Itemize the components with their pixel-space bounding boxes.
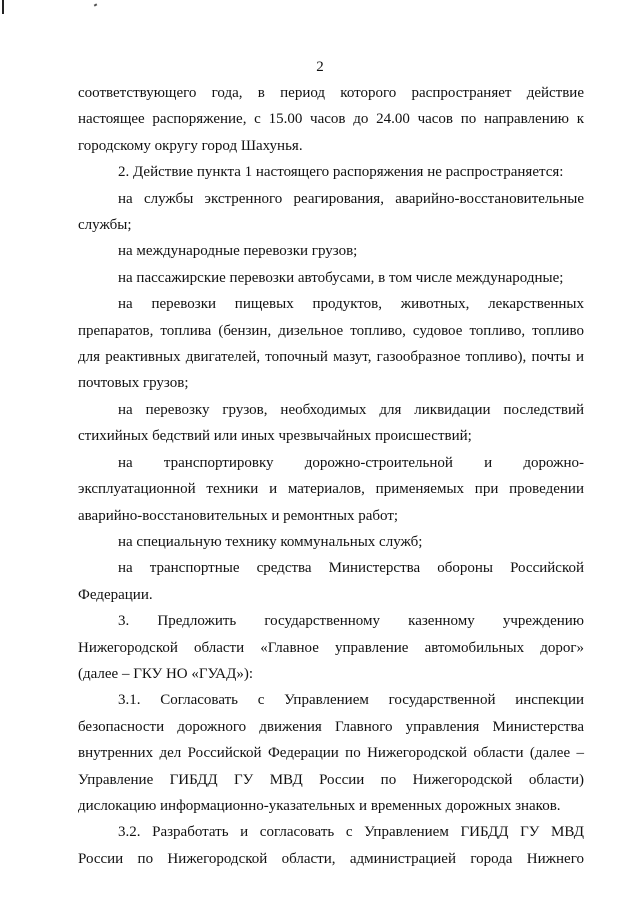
text-line: Управление ГИБДД ГУ МВД России по Нижегородской области) [78, 771, 584, 788]
paragraph-emergency-services [78, 186, 584, 239]
text-line: России по Нижегородской области, администрацией города Нижнего [78, 850, 584, 867]
text-line: дислокацию информационно-указательных и временных дорожных знаков. [78, 797, 561, 814]
text-line: 3.1. Согласовать с Управлением государственной инспекции [118, 692, 584, 709]
paragraph-item-3 [78, 608, 584, 687]
text-line: на транспортные средства Министерства обороны Российской [118, 560, 584, 577]
text-line: на службы экстренного реагирования, аварийно-восстановительные [118, 190, 584, 207]
document-body [78, 80, 584, 872]
paragraph-item-3-1 [78, 687, 584, 819]
text-line: (далее – ГКУ НО «ГУАД»): [78, 665, 254, 682]
text-line: на транспортировку дорожно-строительной и дорожно- [118, 454, 584, 471]
page-number: 2 [316, 59, 324, 75]
text-line: почтовых грузов; [78, 375, 189, 392]
text-line: эксплуатационной техники и материалов, применяемых при проведении [78, 481, 584, 498]
text-line: соответствующего года, в период которого распространяет действие [78, 85, 584, 101]
text-line: стихийных бедствий или иных чрезвычайных происшествий; [78, 428, 472, 445]
scan-speck-mark [94, 3, 98, 6]
text-line: Федерации. [78, 586, 153, 603]
text-line: службы; [78, 217, 132, 234]
paragraph-continuation [78, 80, 584, 159]
text-line: на перевозку грузов, необходимых для ликвидации последствий [118, 401, 584, 418]
text-line: Нижегородской области «Главное управление автомобильных дорог» [78, 639, 584, 656]
paragraph-road-equipment [78, 450, 584, 529]
text-line: безопасности дорожного движения Главного управления Министерства [78, 718, 584, 735]
scan-edge-mark [2, 0, 4, 14]
paragraph-communal-vehicles: на специальную технику коммунальных служб; [118, 533, 423, 550]
text-line: городскому округу город Шахунья. [78, 137, 303, 154]
paragraph-international-cargo: на международные перевозки грузов; [118, 243, 358, 260]
paragraph-item-2: 2. Действие пункта 1 настоящего распоряжения не распространяется: [118, 164, 564, 181]
paragraph-disaster-cargo [78, 397, 584, 450]
text-line: 3. Предложить государственному казенному учреждению [118, 613, 584, 630]
text-line: внутренних дел Российской Федерации по Нижегородской области (далее – [78, 745, 584, 762]
text-line: 3.2. Разработать и согласовать с Управлением ГИБДД ГУ МВД [118, 824, 584, 841]
paragraph-passenger-buses: на пассажирские перевозки автобусами, в том числе международные; [118, 269, 564, 286]
text-line: аварийно-восстановительных и ремонтных работ; [78, 507, 399, 524]
text-line: препаратов, топлива (бензин, дизельное топливо, судовое топливо, топливо [78, 322, 584, 339]
text-line: на перевозки пищевых продуктов, животных, лекарственных [118, 296, 584, 313]
text-line: настоящее распоряжение, с 15.00 часов до 24.00 часов по направлению к [78, 111, 584, 128]
text-line: для реактивных двигателей, топочный мазут, газообразное топливо), почты и [78, 349, 584, 366]
paragraph-food-transport [78, 291, 584, 397]
paragraph-item-3-2 [78, 819, 584, 872]
paragraph-defense-vehicles [78, 555, 584, 608]
